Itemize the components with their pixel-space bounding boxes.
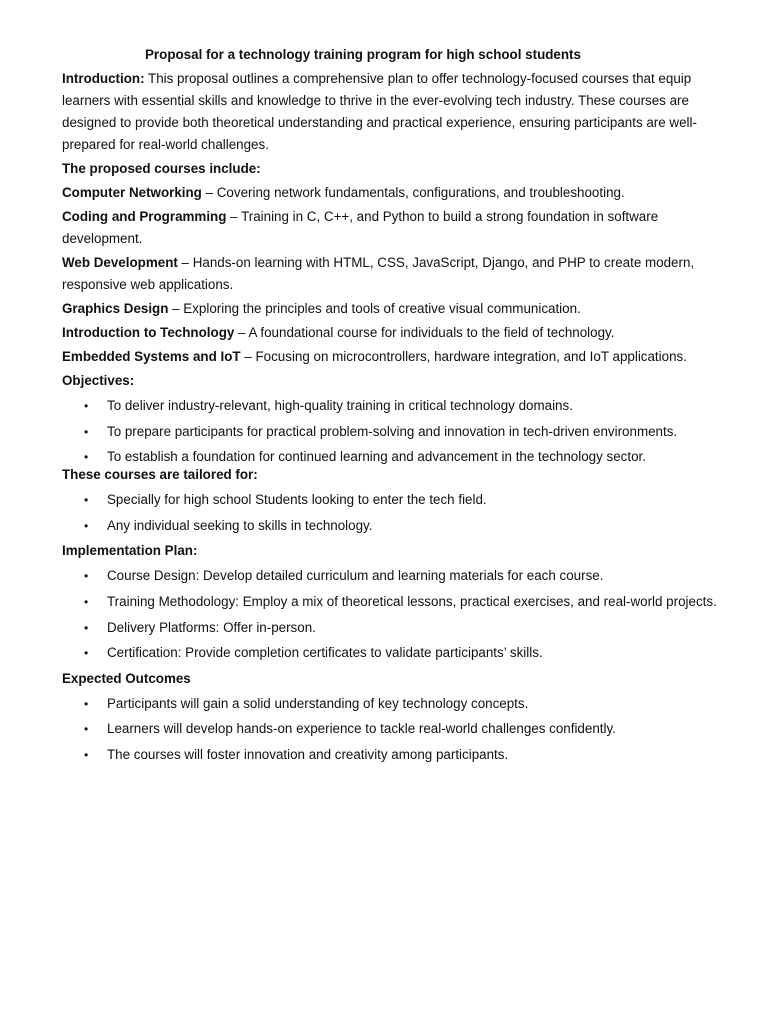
- document-body: [62, 44, 722, 770]
- bullet-icon: •: [84, 620, 89, 635]
- course-description: – Focusing on microcontrollers, hardware integration, and IoT applications.: [240, 349, 687, 364]
- course-description: – Exploring the principles and tools of creative visual communication.: [168, 301, 581, 316]
- list-item-text: Certification: Provide completion certificates to validate participants’ skills.: [107, 645, 543, 661]
- list-item: [62, 515, 722, 537]
- list-item: [62, 744, 722, 766]
- bullet-icon: •: [84, 646, 89, 661]
- implementation-heading: Implementation Plan:: [62, 543, 198, 559]
- introduction-text: This proposal outlines a comprehensive plan to offer technology-focused courses that equip learners with essential skills and knowledge to thrive in the ever-evolving tech industry. These courses are designed to provide both theoretical understanding and practical experience, ensuring participants are well-prepared for real-world challenges.: [62, 71, 697, 152]
- implementation-list: [62, 565, 722, 664]
- tailored-heading: These courses are tailored for:: [62, 467, 258, 483]
- list-item: [62, 395, 722, 417]
- list-item: [62, 617, 722, 639]
- course-name: Web Development: [62, 255, 178, 270]
- list-item: [62, 642, 722, 664]
- list-item-text: To establish a foundation for continued learning and advancement in the technology sector.: [107, 449, 646, 465]
- objectives-heading: Objectives:: [62, 373, 135, 388]
- course-name: Computer Networking: [62, 185, 202, 200]
- course-description: – Covering network fundamentals, configurations, and troubleshooting.: [201, 185, 625, 200]
- course-description: – Training in C, C++, and Python to build a strong foundation in software development.: [62, 209, 659, 246]
- bullet-icon: •: [84, 399, 89, 413]
- bullet-icon: •: [84, 722, 89, 737]
- list-item: [62, 489, 722, 511]
- course-name: Embedded Systems and IoT: [62, 349, 241, 364]
- list-item: [62, 565, 722, 587]
- tailored-list: [62, 489, 722, 537]
- introduction-paragraph: [62, 68, 722, 156]
- course-item: [62, 182, 722, 204]
- bullet-icon: •: [84, 493, 89, 508]
- course-name: Coding and Programming: [62, 209, 227, 224]
- course-description: – A foundational course for individuals to the field of technology.: [234, 325, 615, 340]
- bullet-icon: •: [84, 696, 89, 711]
- bullet-icon: •: [84, 424, 89, 439]
- courses-heading: The proposed courses include:: [62, 161, 261, 176]
- course-item: [62, 298, 722, 320]
- objectives-list: [62, 395, 722, 468]
- list-item: [62, 693, 722, 715]
- list-item-text: To prepare participants for practical problem-solving and innovation in tech-driven environments.: [107, 423, 678, 439]
- bullet-icon: •: [84, 747, 89, 762]
- list-item-text: Any individual seeking to skills in technology.: [107, 517, 373, 533]
- introduction-label: Introduction:: [62, 71, 145, 86]
- list-item-text: To deliver industry-relevant, high-quality training in critical technology domains.: [107, 398, 573, 413]
- bullet-icon: •: [84, 569, 89, 584]
- outcomes-heading: Expected Outcomes: [62, 670, 191, 686]
- list-item-text: Training Methodology: Employ a mix of theoretical lessons, practical exercises, and real-world projects.: [107, 593, 717, 609]
- bullet-icon: •: [84, 594, 89, 609]
- course-item: [62, 322, 722, 344]
- list-item: [62, 591, 722, 613]
- bullet-icon: •: [84, 518, 89, 533]
- list-item-text: The courses will foster innovation and creativity among participants.: [107, 746, 509, 762]
- list-item-text: Participants will gain a solid understanding of key technology concepts.: [107, 695, 529, 711]
- outcomes-list: [62, 693, 722, 766]
- course-item: [62, 346, 722, 368]
- bullet-icon: •: [84, 450, 89, 465]
- document-title: Proposal for a technology training program for high school students: [145, 47, 581, 62]
- list-item-text: Specially for high school Students looking to enter the tech field.: [107, 492, 487, 508]
- list-item-text: Course Design: Develop detailed curriculum and learning materials for each course.: [107, 568, 604, 584]
- course-description: – Hands-on learning with HTML, CSS, JavaScript, Django, and PHP to create modern, responsive web applications.: [62, 255, 695, 292]
- list-item: [62, 421, 722, 443]
- course-item: [62, 206, 722, 250]
- course-item: [62, 252, 722, 296]
- list-item: [62, 446, 722, 468]
- course-name: Introduction to Technology: [62, 325, 235, 340]
- list-item-text: Learners will develop hands-on experience to tackle real-world challenges confidently.: [107, 721, 616, 737]
- course-name: Graphics Design: [62, 301, 169, 316]
- list-item-text: Delivery Platforms: Offer in-person.: [107, 619, 316, 635]
- list-item: [62, 718, 722, 740]
